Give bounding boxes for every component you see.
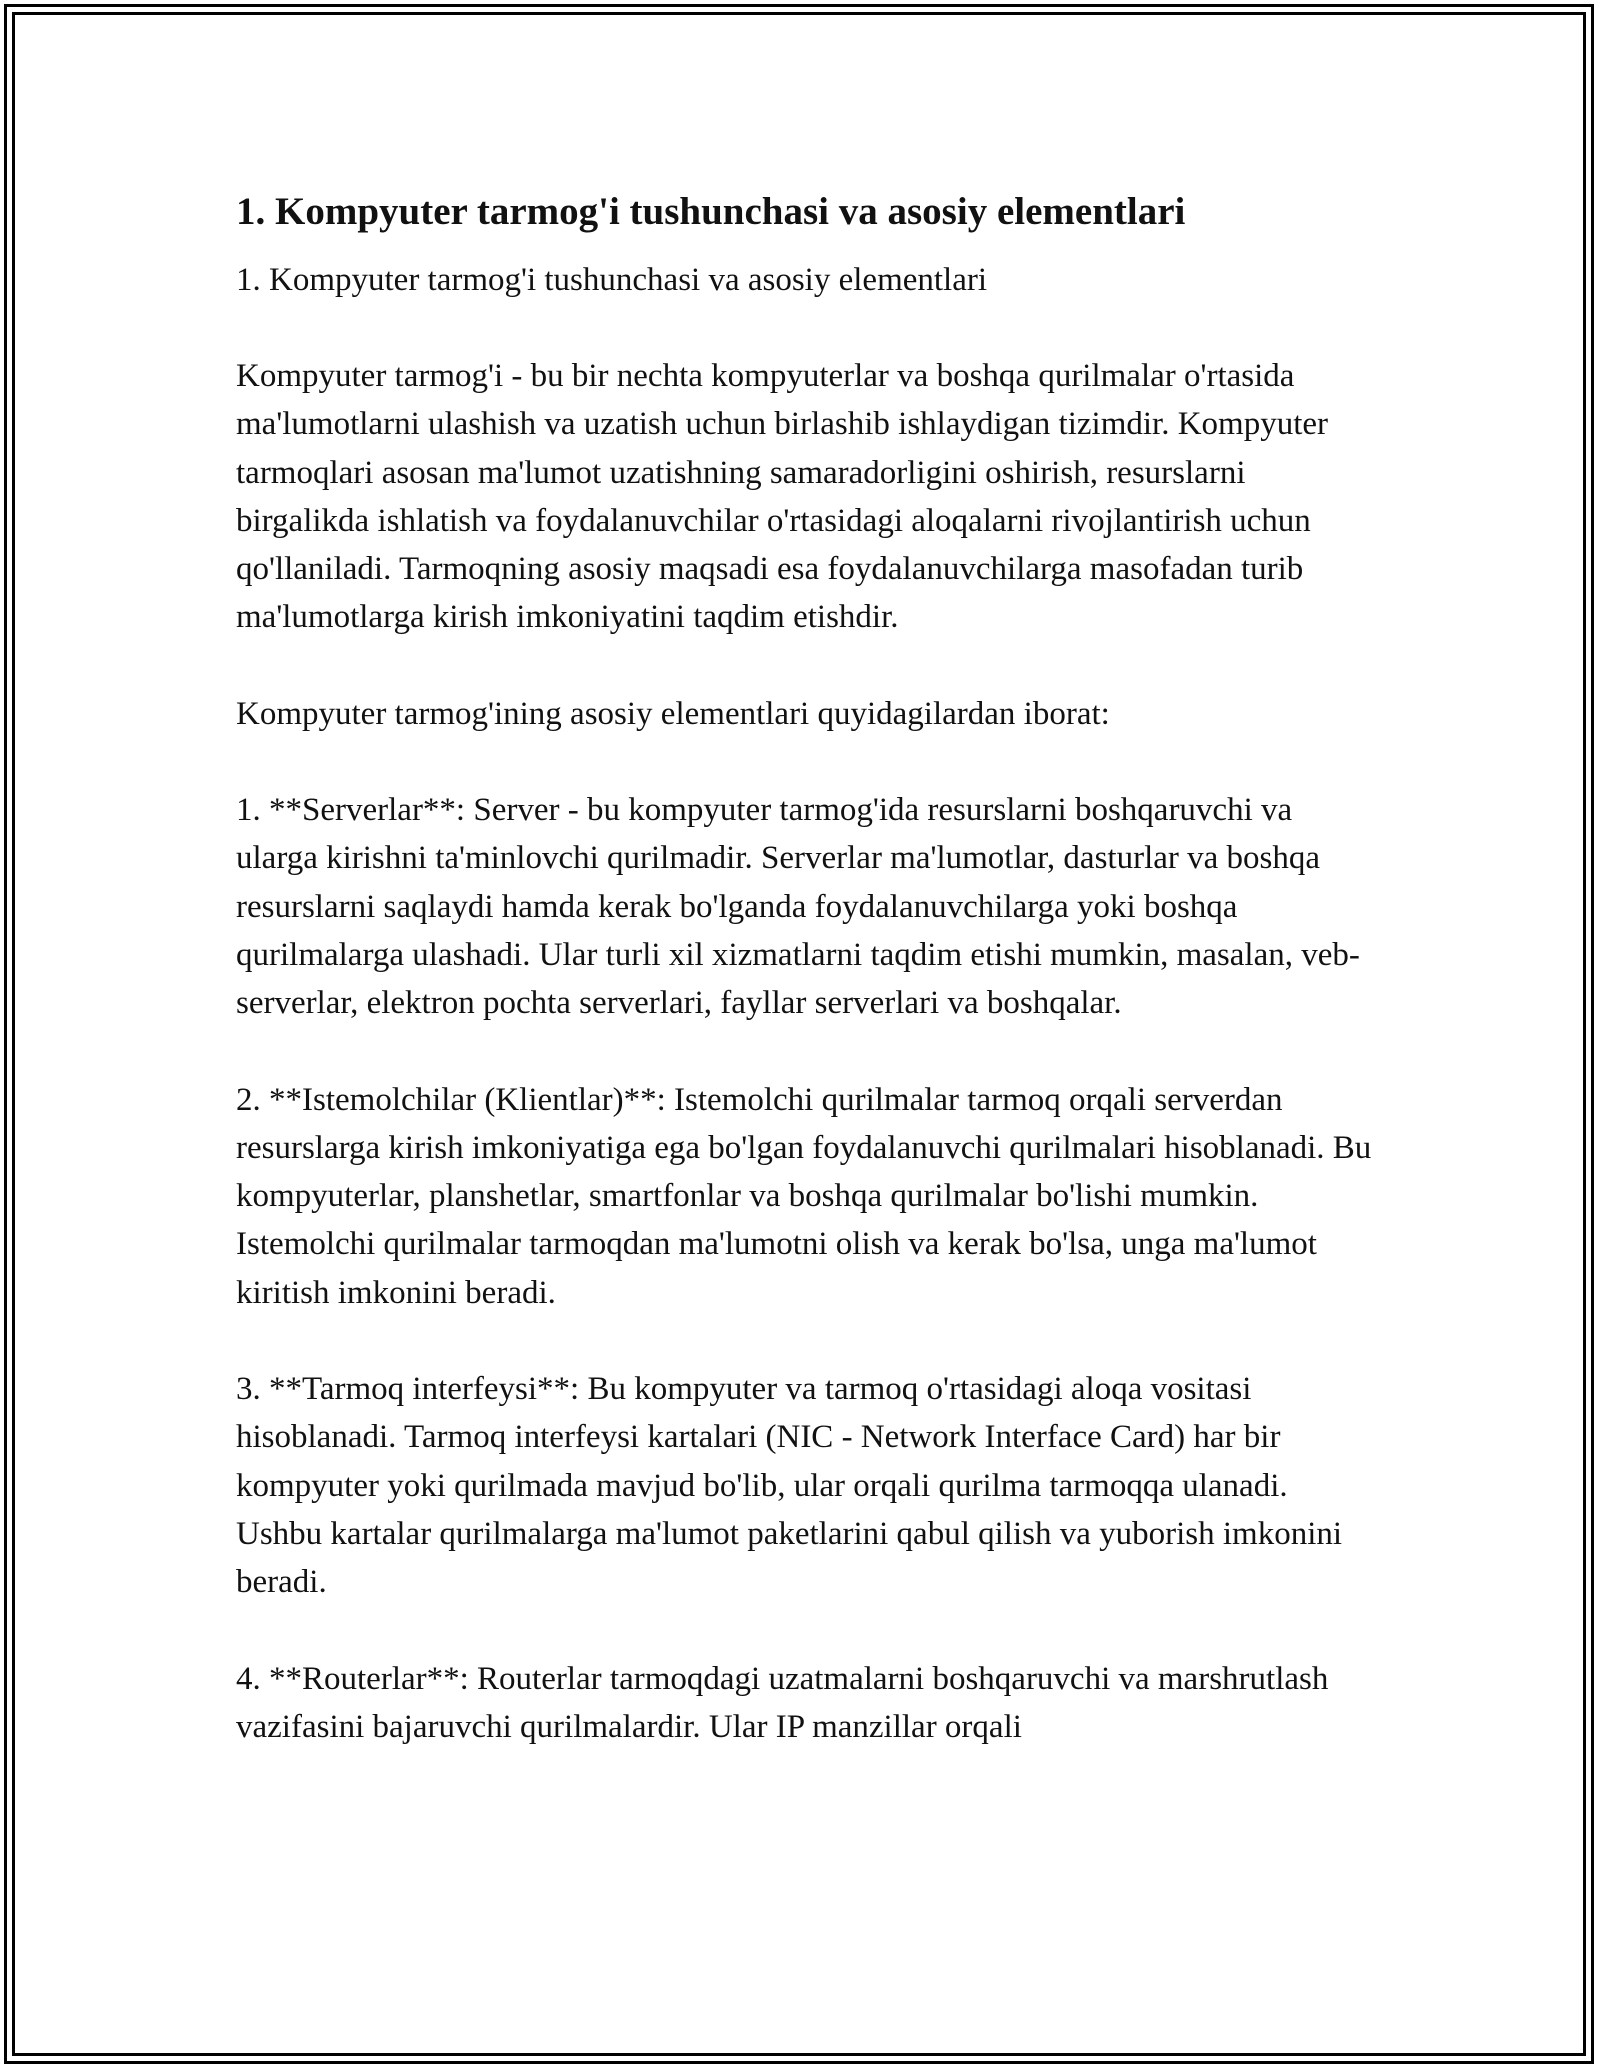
paragraph-routerlar: 4. **Routerlar**: Routerlar tarmoqdagi uzatmalarni boshqaruvchi va marshrutlash vazifasini bajaruvchi qurilmalardir. Ular IP manzillar orqali	[236, 1660, 1329, 1745]
document-body	[236, 186, 1376, 1799]
paragraph-definition: Kompyuter tarmog'i - bu bir nechta kompyuterlar va boshqa qurilmalar o'rtasida ma'lumotlarni ulashish va uzatish uchun birlashib ishlaydigan tizimdir. Kompyuter tarmoqlari asosan ma'lumot uzatishning samaradorligini oshirish, resurslarni birgalikda ishlatish va foydalanuvchilar o'rtasidagi aloqalarni rivojlantirish uchun qo'llaniladi. Tarmoqning asosiy maqsadi esa foydalanuvchilarga masofadan turib ma'lumotlarga kirish imkoniyatini taqdim etishdir.	[236, 358, 1329, 636]
document-title: 1. Kompyuter tarmog'i tushunchasi va asosiy elementlari	[236, 190, 1186, 233]
document-subtitle: 1. Kompyuter tarmog'i tushunchasi va asosiy elementlari	[236, 262, 988, 298]
paragraph-elements-intro: Kompyuter tarmog'ining asosiy elementlari quyidagilardan iborat:	[236, 695, 1110, 732]
paragraph-tarmoq-interfeysi: 3. **Tarmoq interfeysi**: Bu kompyuter va tarmoq o'rtasidagi aloqa vositasi hisoblanadi. Tarmoq interfeysi kartalari (NIC - Network Interface Card) har bir kompyuter yoki qurilmada mavjud bo'lib, ular orqali qurilma tarmoqqa ulanadi. Ushbu kartalar qurilmalarga ma'lumot paketlarini qabul qilish va yuborish imkonini beradi.	[236, 1371, 1343, 1601]
paragraph-istemolchilar: 2. **Istemolchilar (Klientlar)**: Istemolchi qurilmalar tarmoq orqali serverdan resurslarga kirish imkoniyatiga ega bo'lgan foydalanuvchi qurilmalari hisoblanadi. Bu kompyuterlar, planshetlar, smartfonlar va boshqa qurilmalar bo'lishi mumkin. Istemolchi qurilmalar tarmoqdan ma'lumotni olish va kerak bo'lsa, unga ma'lumot kiritish imkonini beradi.	[236, 1081, 1372, 1311]
paragraph-serverlar: 1. **Serverlar**: Server - bu kompyuter tarmog'ida resurslarni boshqaruvchi va ularga kirishni ta'minlovchi qurilmadir. Serverlar ma'lumotlar, dasturlar va boshqa resurslarni saqlaydi hamda kerak bo'lganda foydalanuvchilarga yoki boshqa qurilmalarga ulashadi. Ular turli xil xizmatlarni taqdim etishi mumkin, masalan, veb-serverlar, elektron pochta serverlari, fayllar serverlari va boshqalar.	[236, 792, 1360, 1022]
